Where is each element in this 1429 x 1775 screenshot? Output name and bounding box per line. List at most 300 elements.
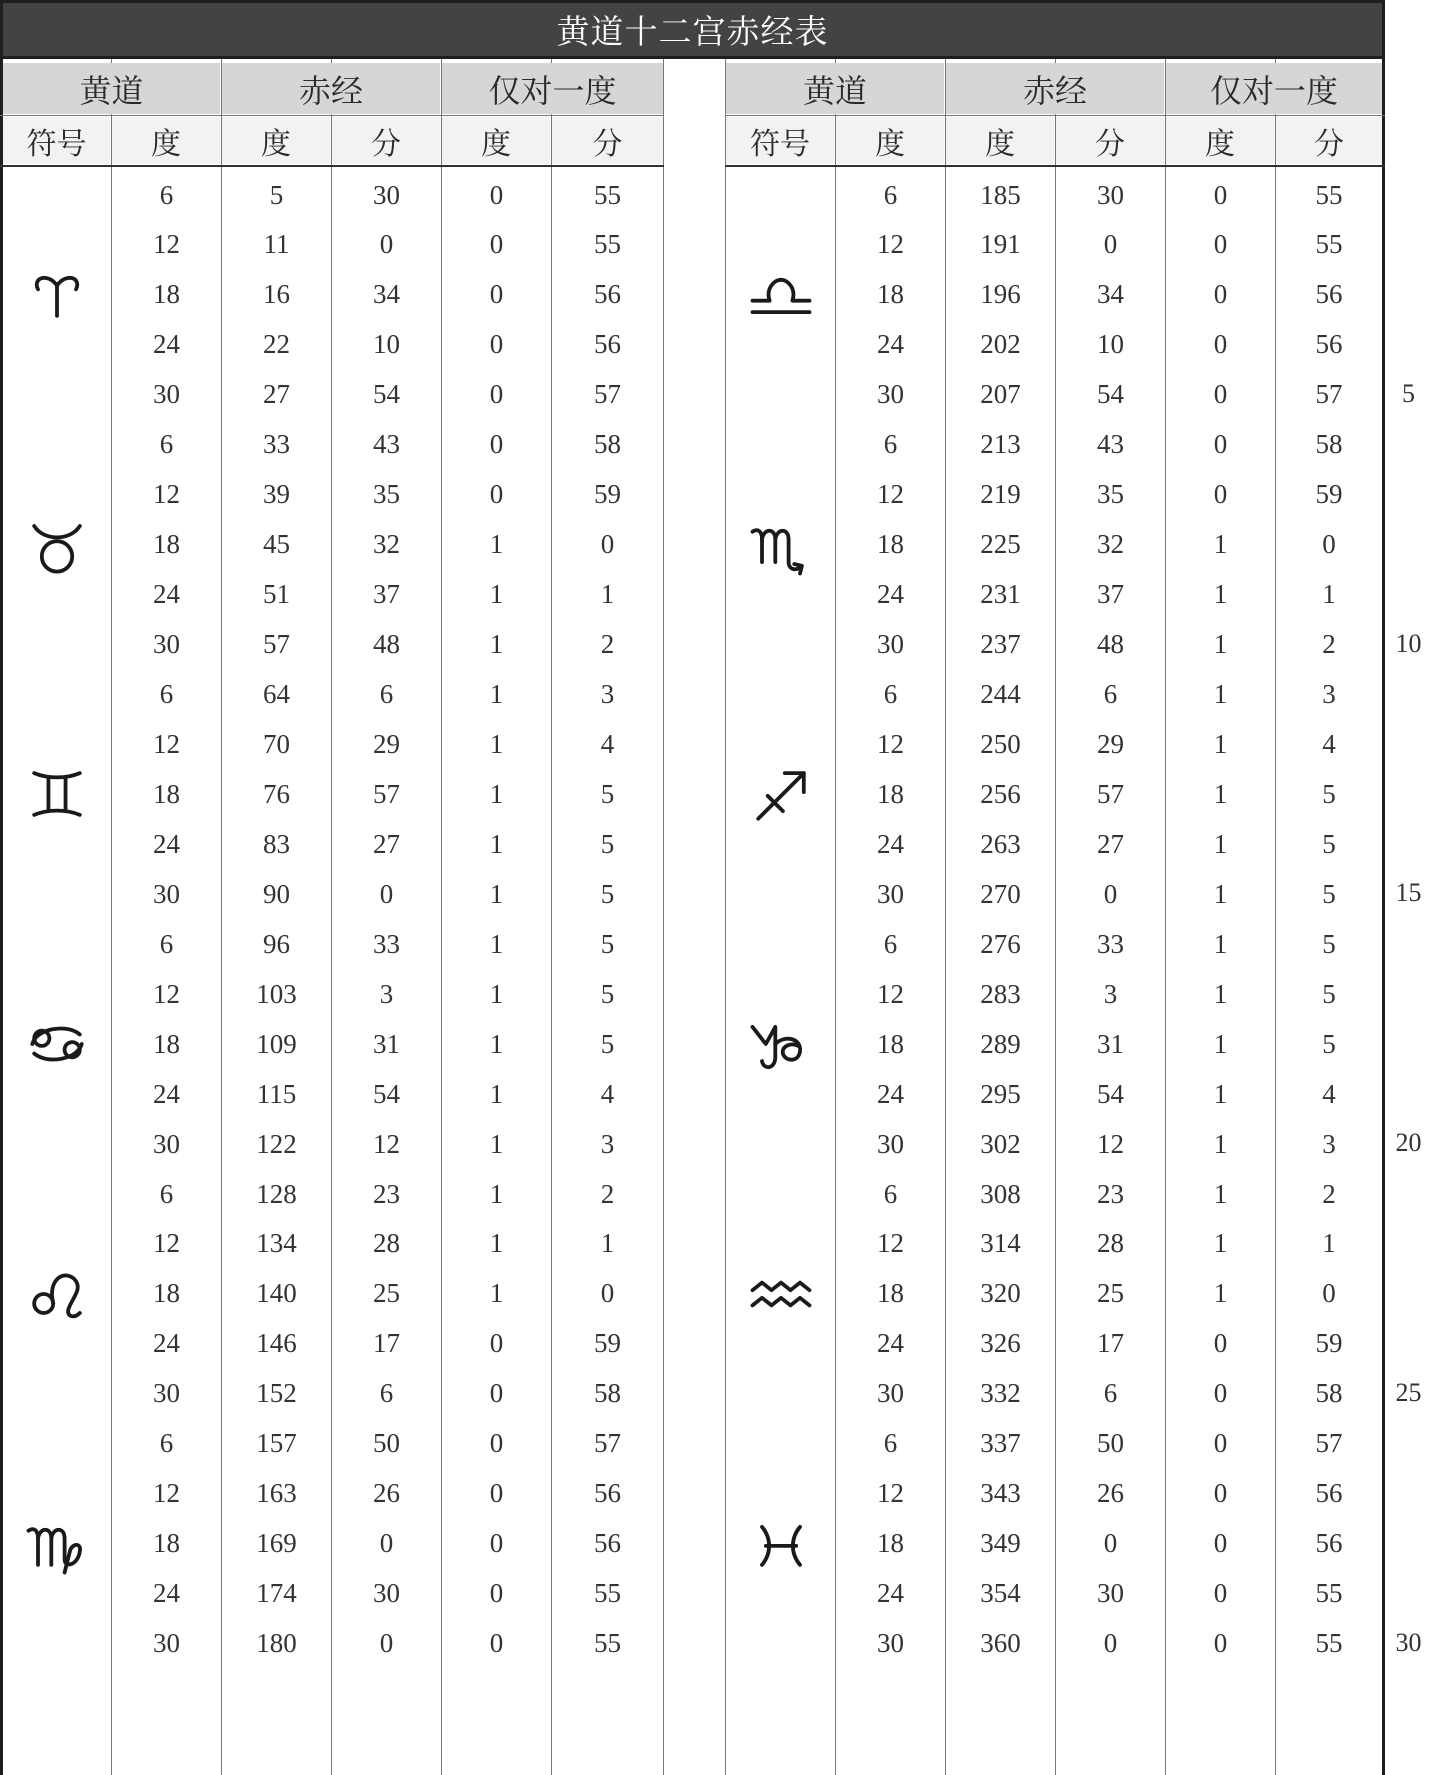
cell-ecliptic-degree: 30 [877, 1628, 904, 1659]
taurus-icon [19, 507, 95, 583]
cell-ra-degree: 76 [263, 778, 290, 809]
cell-ecliptic-degree: 18 [877, 279, 904, 310]
cell-ra-degree: 16 [263, 279, 290, 310]
cell-ecliptic-degree: 30 [153, 1128, 180, 1159]
cancer-icon [19, 1006, 95, 1082]
cell-diff-degree: 1 [1213, 579, 1228, 610]
cell-ra-minute: 10 [373, 329, 400, 360]
cell-ra-minute: 0 [1103, 229, 1118, 260]
cell-diff-minute: 58 [1315, 429, 1343, 460]
cell-diff-degree: 0 [1213, 1328, 1228, 1359]
cell-ra-minute: 48 [1097, 629, 1124, 660]
cell-diff-minute: 2 [600, 1178, 615, 1209]
sign-capricorn [726, 1004, 835, 1084]
cell-diff-degree: 1 [1213, 828, 1228, 859]
cell-ra-minute: 29 [1097, 728, 1124, 759]
cell-ra-minute: 35 [1097, 479, 1124, 510]
cell-ra-minute: 54 [373, 379, 400, 410]
cell-ra-minute: 43 [1097, 429, 1124, 460]
cell-ra-minute: 30 [1097, 1578, 1124, 1609]
cell-ra-degree: 244 [980, 679, 1021, 709]
cell-diff-minute: 3 [600, 679, 615, 709]
cell-ecliptic-degree: 12 [153, 229, 180, 260]
cell-diff-minute: 56 [1315, 1528, 1343, 1559]
cell-ra-degree: 191 [980, 229, 1021, 260]
leo-icon [19, 1256, 95, 1332]
cell-ra-minute: 29 [373, 728, 400, 759]
cell-diff-minute: 55 [594, 179, 621, 210]
cell-diff-degree: 1 [1213, 1028, 1228, 1059]
cell-diff-degree: 0 [489, 279, 504, 310]
header-ecliptic-degree: 度 [112, 117, 220, 164]
cell-diff-degree: 1 [1213, 728, 1228, 759]
cell-diff-minute: 59 [594, 479, 621, 510]
cell-ra-minute: 23 [1097, 1178, 1124, 1209]
cell-ra-minute: 33 [373, 928, 400, 959]
gemini-icon [19, 756, 95, 832]
cell-diff-degree: 0 [1213, 379, 1228, 410]
cell-diff-minute: 1 [600, 1228, 615, 1259]
cell-ecliptic-degree: 24 [153, 828, 180, 859]
cell-ecliptic-degree: 30 [877, 629, 904, 660]
cell-diff-minute: 57 [1315, 1428, 1343, 1459]
sign-sagittarius [726, 754, 835, 834]
virgo-icon [19, 1506, 95, 1582]
header-ra-degree: 度 [946, 117, 1054, 164]
cell-ra-minute: 48 [373, 629, 400, 660]
cell-ra-minute: 30 [373, 179, 400, 210]
cell-diff-minute: 5 [1322, 878, 1336, 909]
cell-diff-minute: 1 [600, 579, 615, 610]
cell-diff-degree: 1 [1213, 778, 1228, 809]
header-diff-minute: 分 [1276, 117, 1382, 164]
cell-ecliptic-degree: 6 [883, 179, 898, 210]
cell-diff-minute: 3 [1322, 1128, 1336, 1159]
cell-ecliptic-degree: 24 [877, 1328, 904, 1359]
cell-diff-degree: 0 [1213, 1378, 1228, 1409]
cell-ecliptic-degree: 6 [883, 928, 898, 959]
cell-ecliptic-degree: 24 [153, 1328, 180, 1359]
cell-ecliptic-degree: 6 [883, 429, 898, 460]
header-diff-degree: 度 [442, 117, 550, 164]
cell-diff-degree: 1 [489, 1078, 504, 1109]
cell-diff-degree: 1 [489, 778, 504, 809]
cell-diff-degree: 1 [1213, 1228, 1228, 1259]
cell-diff-degree: 1 [1213, 529, 1228, 560]
cell-ecliptic-degree: 24 [877, 329, 904, 360]
cell-ecliptic-degree: 18 [153, 1528, 180, 1559]
cell-ecliptic-degree: 24 [877, 1078, 904, 1109]
cell-ra-degree: 349 [980, 1528, 1021, 1559]
cell-ra-minute: 28 [373, 1228, 400, 1259]
cell-diff-minute: 58 [594, 1378, 621, 1409]
cell-diff-minute: 59 [1315, 479, 1343, 510]
cell-ra-degree: 225 [980, 529, 1021, 560]
header-right-ascension: 赤经 [946, 63, 1164, 114]
sign-pisces [726, 1504, 835, 1584]
cell-diff-degree: 0 [1213, 1578, 1228, 1609]
cell-ra-degree: 289 [980, 1028, 1021, 1059]
cell-diff-degree: 0 [489, 1628, 504, 1659]
cell-ra-minute: 57 [1097, 778, 1124, 809]
cell-diff-degree: 1 [489, 679, 504, 709]
cell-diff-minute: 0 [600, 529, 615, 560]
cell-diff-minute: 55 [594, 1578, 621, 1609]
cell-ra-minute: 0 [1103, 878, 1118, 909]
cell-diff-degree: 1 [1213, 978, 1228, 1009]
cell-diff-degree: 1 [1213, 679, 1228, 709]
cell-ra-degree: 134 [256, 1228, 297, 1259]
cell-diff-degree: 0 [1213, 1478, 1228, 1509]
cell-ra-minute: 30 [373, 1578, 400, 1609]
cell-ecliptic-degree: 24 [153, 1578, 180, 1609]
cell-diff-minute: 5 [1322, 828, 1336, 859]
cell-diff-minute: 4 [600, 1078, 615, 1109]
scorpio-icon [743, 507, 819, 583]
line-number: 10 [1395, 628, 1422, 658]
cell-diff-degree: 0 [489, 1528, 504, 1559]
cell-diff-degree: 1 [489, 1028, 504, 1059]
cell-diff-minute: 2 [1322, 1178, 1336, 1209]
aries-icon [19, 257, 95, 333]
line-number: 5 [1402, 378, 1415, 408]
cell-ra-degree: 354 [980, 1578, 1021, 1609]
cell-diff-minute: 55 [594, 229, 621, 260]
cell-ra-degree: 109 [256, 1028, 297, 1059]
cell-diff-degree: 0 [489, 1378, 504, 1409]
cell-diff-degree: 0 [1213, 1428, 1228, 1459]
cell-ecliptic-degree: 18 [877, 1278, 904, 1309]
cell-diff-minute: 5 [600, 928, 615, 959]
cell-diff-minute: 1 [1322, 1228, 1336, 1259]
line-number: 25 [1395, 1377, 1422, 1407]
cell-ecliptic-degree: 12 [153, 1228, 180, 1259]
cell-ra-minute: 35 [373, 479, 400, 510]
cell-diff-minute: 58 [1315, 1378, 1343, 1409]
cell-ra-minute: 26 [373, 1478, 400, 1509]
cell-ra-minute: 25 [373, 1278, 400, 1309]
cell-ecliptic-degree: 6 [159, 1178, 174, 1209]
cell-diff-degree: 0 [1213, 429, 1228, 460]
cell-diff-minute: 56 [1315, 1478, 1343, 1509]
cell-ecliptic-degree: 30 [153, 629, 180, 660]
cell-ra-degree: 57 [263, 629, 290, 660]
cell-diff-minute: 5 [1322, 978, 1336, 1009]
cell-diff-minute: 59 [594, 1328, 621, 1359]
cell-ra-degree: 70 [263, 728, 290, 759]
header-diff-degree: 度 [1166, 117, 1274, 164]
cell-ra-degree: 83 [263, 828, 290, 859]
header-ecliptic: 黄道 [3, 63, 220, 114]
cell-ecliptic-degree: 12 [877, 728, 904, 759]
cell-diff-degree: 1 [489, 1178, 504, 1209]
cell-ra-degree: 337 [980, 1428, 1021, 1459]
cell-ra-degree: 332 [980, 1378, 1021, 1409]
cell-diff-minute: 58 [594, 429, 621, 460]
cell-ra-degree: 213 [980, 429, 1021, 460]
cell-ra-degree: 185 [980, 179, 1021, 210]
cell-ra-degree: 11 [263, 229, 290, 260]
cell-ecliptic-degree: 18 [153, 529, 180, 560]
cell-ra-degree: 256 [980, 778, 1021, 809]
cell-diff-degree: 1 [489, 828, 504, 859]
sign-gemini [3, 754, 111, 834]
header-symbol: 符号 [3, 117, 110, 164]
cell-ecliptic-degree: 12 [153, 978, 180, 1009]
cell-ecliptic-degree: 30 [153, 878, 180, 909]
cell-ecliptic-degree: 6 [883, 1428, 898, 1459]
cell-ra-minute: 33 [1097, 928, 1124, 959]
cell-ra-minute: 0 [379, 1628, 394, 1659]
cell-ra-minute: 31 [1097, 1028, 1124, 1059]
cell-ecliptic-degree: 6 [159, 429, 174, 460]
cell-ra-minute: 34 [373, 279, 400, 310]
sign-aquarius [726, 1254, 835, 1334]
cell-ra-minute: 23 [373, 1178, 400, 1209]
header-ra-minute: 分 [1056, 117, 1164, 164]
cell-diff-degree: 0 [1213, 179, 1228, 210]
cell-diff-degree: 1 [489, 629, 504, 660]
cell-ecliptic-degree: 6 [883, 1178, 898, 1209]
cell-ra-degree: 152 [256, 1378, 297, 1409]
line-number: 15 [1395, 878, 1422, 908]
cell-ecliptic-degree: 24 [153, 1078, 180, 1109]
cell-ra-minute: 37 [373, 579, 400, 610]
cell-ra-degree: 64 [263, 679, 290, 709]
cell-diff-minute: 55 [1315, 1628, 1343, 1659]
sign-scorpio [726, 505, 835, 585]
cell-ra-degree: 231 [980, 579, 1021, 610]
cell-diff-minute: 5 [600, 828, 615, 859]
cell-ecliptic-degree: 30 [877, 1128, 904, 1159]
cell-ra-degree: 276 [980, 928, 1021, 959]
cell-diff-minute: 56 [594, 279, 621, 310]
cell-diff-minute: 5 [600, 1028, 615, 1059]
cell-ra-degree: 360 [980, 1628, 1021, 1659]
cell-ecliptic-degree: 24 [877, 1578, 904, 1609]
sign-leo [3, 1254, 111, 1334]
cell-diff-degree: 1 [1213, 928, 1228, 959]
cell-diff-minute: 4 [1322, 728, 1336, 759]
cell-ecliptic-degree: 30 [153, 1628, 180, 1659]
cell-ecliptic-degree: 6 [883, 679, 898, 709]
cell-ra-degree: 163 [256, 1478, 297, 1509]
cell-ra-degree: 295 [980, 1078, 1021, 1109]
cell-ecliptic-degree: 18 [877, 1028, 904, 1059]
cell-ra-minute: 12 [373, 1128, 400, 1159]
cell-ra-degree: 33 [263, 429, 290, 460]
cell-ra-degree: 27 [263, 379, 290, 410]
cell-ecliptic-degree: 12 [877, 1228, 904, 1259]
cell-ecliptic-degree: 6 [159, 179, 174, 210]
cell-ecliptic-degree: 18 [153, 778, 180, 809]
cell-diff-minute: 56 [1315, 279, 1343, 310]
cell-diff-degree: 0 [489, 329, 504, 360]
cell-ra-degree: 128 [256, 1178, 297, 1209]
cell-ra-minute: 28 [1097, 1228, 1124, 1259]
cell-diff-degree: 1 [489, 978, 504, 1009]
cell-ecliptic-degree: 12 [877, 479, 904, 510]
cell-ra-degree: 263 [980, 828, 1021, 859]
cell-diff-degree: 0 [489, 179, 504, 210]
cell-diff-degree: 1 [1213, 1278, 1228, 1309]
cell-ra-degree: 320 [980, 1278, 1021, 1309]
cell-ra-degree: 157 [256, 1428, 297, 1459]
cell-ra-degree: 115 [256, 1078, 297, 1109]
cell-ra-degree: 22 [263, 329, 290, 360]
cell-diff-degree: 0 [1213, 479, 1228, 510]
cell-ra-minute: 3 [1103, 978, 1118, 1009]
cell-ra-degree: 196 [980, 279, 1021, 310]
cell-ra-minute: 0 [379, 1528, 394, 1559]
cell-diff-minute: 5 [600, 978, 615, 1009]
cell-diff-degree: 0 [1213, 229, 1228, 260]
cell-ra-degree: 207 [980, 379, 1021, 410]
cell-diff-minute: 55 [1315, 1578, 1343, 1609]
table-title: 黄道十二宫赤经表 [0, 0, 1385, 59]
cell-ra-minute: 54 [373, 1078, 400, 1109]
left-table [0, 59, 664, 1775]
cell-ra-minute: 30 [1097, 179, 1124, 210]
cell-diff-minute: 56 [594, 1478, 621, 1509]
header-ecliptic: 黄道 [726, 63, 944, 114]
cell-ra-minute: 31 [373, 1028, 400, 1059]
cell-diff-degree: 0 [1213, 1528, 1228, 1559]
cell-diff-minute: 4 [1322, 1078, 1336, 1109]
cell-diff-minute: 57 [594, 379, 621, 410]
cell-ra-minute: 6 [1103, 679, 1118, 709]
cell-ra-minute: 0 [1103, 1628, 1118, 1659]
cell-ecliptic-degree: 30 [153, 379, 180, 410]
sign-aries [3, 255, 111, 335]
cell-ra-minute: 0 [379, 878, 394, 909]
cell-ecliptic-degree: 24 [153, 579, 180, 610]
header-ra-degree: 度 [222, 117, 330, 164]
cell-ra-degree: 202 [980, 329, 1021, 360]
cell-diff-degree: 0 [489, 379, 504, 410]
cell-ra-minute: 26 [1097, 1478, 1124, 1509]
cell-diff-minute: 56 [594, 1528, 621, 1559]
cell-ecliptic-degree: 12 [877, 1478, 904, 1509]
cell-diff-degree: 1 [489, 1228, 504, 1259]
header-per-degree: 仅对一度 [442, 63, 663, 114]
cell-ra-degree: 122 [256, 1128, 297, 1159]
cell-ra-degree: 140 [256, 1278, 297, 1309]
cell-diff-degree: 1 [1213, 878, 1228, 909]
cell-diff-minute: 2 [600, 629, 615, 660]
cell-ra-minute: 34 [1097, 279, 1124, 310]
cell-ra-minute: 3 [379, 978, 394, 1009]
cell-diff-degree: 1 [1213, 1078, 1228, 1109]
cell-ecliptic-degree: 12 [877, 978, 904, 1009]
cell-ra-degree: 343 [980, 1478, 1021, 1509]
right-table [725, 59, 1385, 1775]
pisces-icon [743, 1506, 819, 1582]
cell-ra-minute: 32 [1097, 529, 1124, 560]
cell-diff-degree: 0 [489, 479, 504, 510]
cell-diff-degree: 1 [489, 529, 504, 560]
cell-ecliptic-degree: 24 [153, 329, 180, 360]
cell-ecliptic-degree: 18 [877, 1528, 904, 1559]
cell-ra-degree: 302 [980, 1128, 1021, 1159]
cell-ecliptic-degree: 18 [877, 778, 904, 809]
cell-diff-minute: 5 [600, 878, 615, 909]
cell-ra-minute: 32 [373, 529, 400, 560]
cell-ecliptic-degree: 18 [153, 1028, 180, 1059]
cell-ecliptic-degree: 6 [159, 679, 174, 709]
cell-diff-degree: 0 [489, 1478, 504, 1509]
cell-ecliptic-degree: 6 [159, 1428, 174, 1459]
cell-ecliptic-degree: 12 [153, 1478, 180, 1509]
cell-diff-degree: 1 [1213, 1128, 1228, 1159]
cell-diff-degree: 1 [489, 1128, 504, 1159]
cell-ecliptic-degree: 18 [153, 1278, 180, 1309]
cell-diff-minute: 5 [1322, 1028, 1336, 1059]
cell-diff-degree: 1 [489, 579, 504, 610]
cell-diff-minute: 3 [600, 1128, 615, 1159]
cell-ra-degree: 180 [256, 1628, 297, 1659]
cell-ra-degree: 39 [263, 479, 290, 510]
header-diff-minute: 分 [552, 117, 663, 164]
cell-ra-minute: 27 [373, 828, 400, 859]
sign-taurus [3, 505, 111, 585]
cell-diff-degree: 0 [1213, 1628, 1228, 1659]
cell-ecliptic-degree: 18 [877, 529, 904, 560]
cell-diff-degree: 0 [489, 429, 504, 460]
cell-ecliptic-degree: 12 [153, 479, 180, 510]
line-number: 20 [1395, 1128, 1422, 1158]
cell-ra-minute: 37 [1097, 579, 1124, 610]
cell-diff-minute: 1 [1322, 579, 1336, 610]
cell-diff-minute: 5 [1322, 928, 1336, 959]
cell-ecliptic-degree: 24 [877, 579, 904, 610]
cell-diff-degree: 1 [489, 728, 504, 759]
cell-diff-minute: 56 [1315, 329, 1343, 360]
cell-ra-degree: 250 [980, 728, 1021, 759]
cell-ra-minute: 50 [373, 1428, 400, 1459]
cell-ra-degree: 45 [263, 529, 290, 560]
header-per-degree: 仅对一度 [1166, 63, 1382, 114]
cell-ra-degree: 237 [980, 629, 1021, 660]
cell-ecliptic-degree: 18 [153, 279, 180, 310]
cell-diff-degree: 0 [489, 1428, 504, 1459]
cell-diff-degree: 1 [1213, 1178, 1228, 1209]
cell-ra-minute: 6 [379, 1378, 394, 1409]
cell-diff-minute: 55 [594, 1628, 621, 1659]
cell-ecliptic-degree: 12 [877, 229, 904, 260]
header-ra-minute: 分 [332, 117, 440, 164]
cell-ra-minute: 0 [379, 229, 394, 260]
cell-diff-minute: 57 [594, 1428, 621, 1459]
capricorn-icon [743, 1006, 819, 1082]
sign-cancer [3, 1004, 111, 1084]
cell-diff-minute: 0 [1322, 529, 1336, 560]
cell-ra-degree: 96 [263, 928, 290, 959]
cell-ra-degree: 51 [263, 579, 290, 610]
cell-diff-minute: 0 [1322, 1278, 1336, 1309]
cell-ecliptic-degree: 30 [877, 379, 904, 410]
cell-diff-minute: 55 [1315, 179, 1343, 210]
cell-diff-minute: 3 [1322, 679, 1336, 709]
cell-ra-minute: 10 [1097, 329, 1124, 360]
cell-diff-degree: 1 [489, 1278, 504, 1309]
sagittarius-icon [743, 756, 819, 832]
cell-diff-minute: 5 [600, 778, 615, 809]
cell-ra-minute: 43 [373, 429, 400, 460]
header-ecliptic-degree: 度 [836, 117, 944, 164]
cell-diff-degree: 1 [489, 928, 504, 959]
cell-diff-degree: 0 [489, 229, 504, 260]
